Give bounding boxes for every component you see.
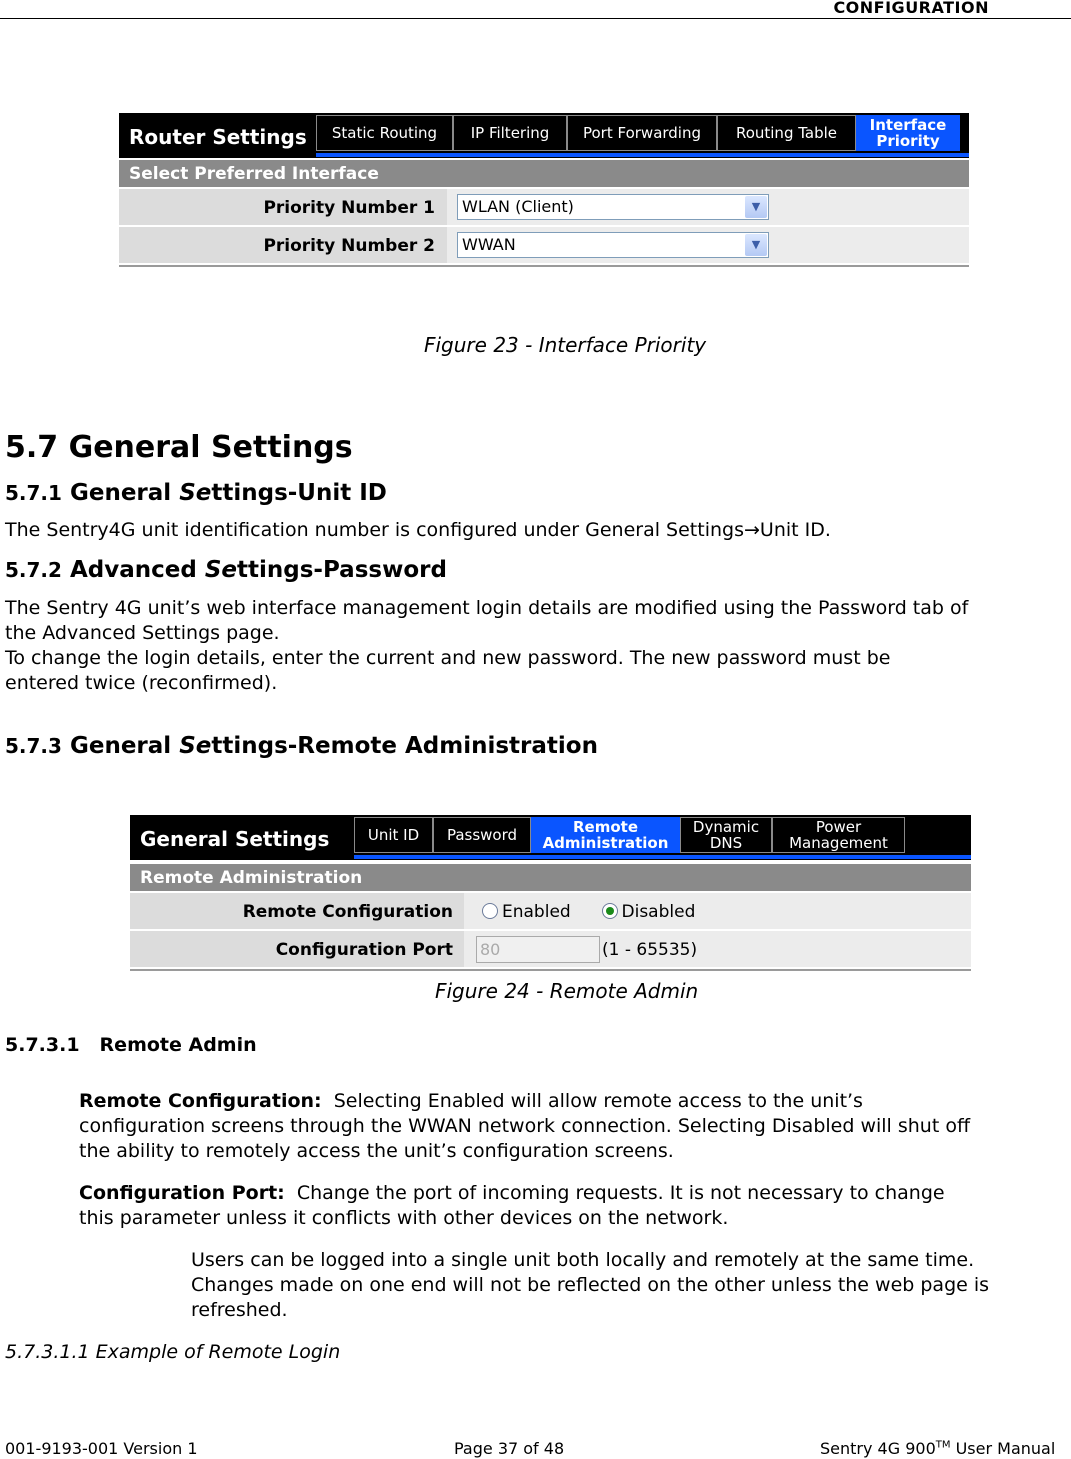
configuration-port-description	[79, 1181, 1069, 1231]
heading-part-b: Se	[179, 480, 212, 506]
cp-line-2: this parameter unless it conflicts with other devices on the network.	[79, 1207, 729, 1229]
remote-config-label: Remote Configuration	[242, 902, 453, 922]
footer-product-name: Sentry 4G 900	[820, 1439, 936, 1458]
rc-line-3: the ability to remotely access the unit’s configuration screens.	[79, 1140, 674, 1162]
rc-line-1: Selecting Enabled will allow remote access to the unit’s	[321, 1090, 863, 1112]
config-port-row	[130, 931, 971, 969]
tab-remote-line1: Remote	[572, 818, 638, 836]
tab-password[interactable]: Password	[433, 817, 531, 853]
section-number: 5.7.2	[5, 558, 62, 582]
section-5-7-1-body	[5, 518, 831, 543]
general-settings-title: General Settings	[140, 827, 330, 851]
arrow-right-icon: →	[743, 519, 760, 541]
tab-interface-priority-line1: Interface	[869, 116, 947, 134]
section-5-7-2-heading	[5, 557, 447, 583]
cp-line-1: Change the port of incoming requests. It is not necessary to change	[284, 1182, 945, 1204]
tab-interface-priority-line2: Priority	[876, 132, 940, 150]
note-line-3: refreshed.	[191, 1299, 288, 1321]
tab-unit-id[interactable]: Unit ID	[354, 817, 433, 853]
section-5-7-heading: 5.7 General Settings	[5, 430, 353, 465]
priority-row-1	[119, 189, 969, 227]
note-line-1: Users can be logged into a single unit both locally and remotely at the same time.	[191, 1249, 975, 1271]
config-port-cell	[464, 931, 971, 967]
body-text-a: The Sentry4G unit identification number is configured under General Settings	[5, 519, 744, 541]
radio-disabled[interactable]	[602, 902, 696, 922]
remote-configuration-description	[79, 1089, 1069, 1164]
tab-power-management[interactable]	[772, 817, 905, 853]
tab-underline	[316, 153, 969, 157]
router-settings-tabbar	[119, 113, 969, 158]
body-line-1: The Sentry 4G unit’s web interface management login details are modified using the Password tab of	[5, 597, 969, 619]
priority-2-selected-value: WWAN	[462, 235, 516, 254]
footer-product	[820, 1439, 1055, 1458]
figure-bottom-rule	[130, 969, 971, 971]
tab-underline	[354, 855, 971, 859]
rc-line-2: configuration screens through the WWAN network connection. Selecting Disabled will shut off	[79, 1115, 971, 1137]
radio-disabled-label: Disabled	[621, 902, 696, 922]
radio-disabled-circle[interactable]	[602, 903, 618, 919]
remote-configuration-term: Remote Configuration:	[79, 1090, 322, 1112]
figure-23-caption: Figure 23 - Interface Priority	[424, 333, 707, 357]
radio-enabled-label: Enabled	[502, 902, 571, 922]
footer-trademark: TM	[935, 1439, 951, 1451]
tab-dns-line1: Dynamic	[692, 818, 760, 836]
header-rule	[0, 18, 1071, 19]
section-5-7-3-heading	[5, 733, 598, 759]
priority-1-label: Priority Number 1	[263, 198, 435, 218]
tab-static-routing[interactable]: Static Routing	[316, 115, 453, 151]
page-header-title: CONFIGURATION	[833, 0, 989, 17]
footer-doc-id: 001-9193-001 Version 1	[5, 1439, 198, 1458]
router-settings-figure	[119, 113, 969, 269]
tab-remote-line2: Administration	[542, 834, 669, 852]
heading-part-b: Se	[179, 733, 212, 759]
priority-row-2	[119, 227, 969, 265]
tab-dns-line2: DNS	[709, 834, 743, 852]
tab-remote-administration[interactable]	[531, 817, 680, 853]
section-number: 5.7.3	[5, 734, 62, 758]
general-settings-figure	[130, 815, 971, 972]
priority-2-select[interactable]	[457, 232, 769, 258]
body-line-4: entered twice (reconfirmed).	[5, 672, 278, 694]
footer-page-number: Page 37 of 48	[454, 1439, 565, 1458]
heading-part-c: ttings-Remote Administration	[211, 733, 598, 759]
section-header-remote-admin: Remote Administration	[130, 864, 971, 891]
heading-part-b: Se	[204, 557, 237, 583]
tab-port-forwarding[interactable]: Port Forwarding	[567, 115, 717, 151]
chevron-down-icon[interactable]: ▼	[745, 196, 767, 218]
priority-2-label: Priority Number 2	[263, 236, 435, 256]
chevron-down-icon[interactable]: ▼	[745, 234, 767, 256]
heading-part-a: Advanced	[69, 557, 205, 583]
config-port-range: (1 - 65535)	[602, 940, 698, 960]
heading-part-a: General	[69, 480, 180, 506]
note-line-2: Changes made on one end will not be reflected on the other unless the web page is	[191, 1274, 990, 1296]
figure-bottom-rule	[119, 265, 969, 267]
priority-1-select[interactable]	[457, 194, 769, 220]
heading-part-c: ttings-Password	[237, 557, 447, 583]
config-port-input[interactable]: 80	[476, 936, 600, 963]
radio-enabled-circle[interactable]	[482, 903, 498, 919]
heading-part-a: General	[69, 733, 180, 759]
remote-config-radios	[482, 893, 695, 929]
session-note	[191, 1248, 1069, 1323]
priority-2-cell	[447, 227, 969, 263]
tab-power-line1: Power	[815, 818, 862, 836]
general-settings-tabbar	[130, 815, 971, 860]
tab-dynamic-dns[interactable]	[680, 817, 772, 853]
radio-enabled[interactable]	[482, 902, 571, 922]
section-5-7-1-heading	[5, 480, 387, 506]
figure-24-caption: Figure 24 - Remote Admin	[435, 979, 699, 1003]
body-line-2: the Advanced Settings page.	[5, 622, 280, 644]
section-5-7-2-body	[5, 596, 1069, 696]
configuration-port-term: Configuration Port:	[79, 1182, 285, 1204]
remote-config-cell	[464, 893, 971, 929]
body-line-3: To change the login details, enter the current and new password. The new password must be	[5, 647, 891, 669]
section-5-7-3-1-heading	[5, 1034, 257, 1056]
router-settings-title: Router Settings	[129, 125, 307, 149]
tab-power-line2: Management	[789, 834, 888, 852]
section-number: 5.7.3.1	[5, 1034, 80, 1056]
remote-config-row	[130, 893, 971, 931]
section-5-7-3-1-1-heading: 5.7.3.1.1 Example of Remote Login	[5, 1341, 341, 1363]
tab-routing-table[interactable]: Routing Table	[717, 115, 856, 151]
config-port-label: Configuration Port	[275, 940, 453, 960]
body-text-b: Unit ID.	[759, 519, 831, 541]
priority-1-selected-value: WLAN (Client)	[462, 197, 574, 216]
section-title: Remote Admin	[99, 1034, 257, 1056]
tab-ip-filtering[interactable]: IP Filtering	[453, 115, 567, 151]
heading-part-c: ttings-Unit ID	[211, 480, 387, 506]
section-header-preferred-interface: Select Preferred Interface	[119, 160, 969, 187]
tab-interface-priority[interactable]	[856, 115, 960, 151]
section-number: 5.7.1	[5, 481, 62, 505]
priority-1-cell	[447, 189, 969, 225]
footer-product-suffix: User Manual	[950, 1439, 1056, 1458]
